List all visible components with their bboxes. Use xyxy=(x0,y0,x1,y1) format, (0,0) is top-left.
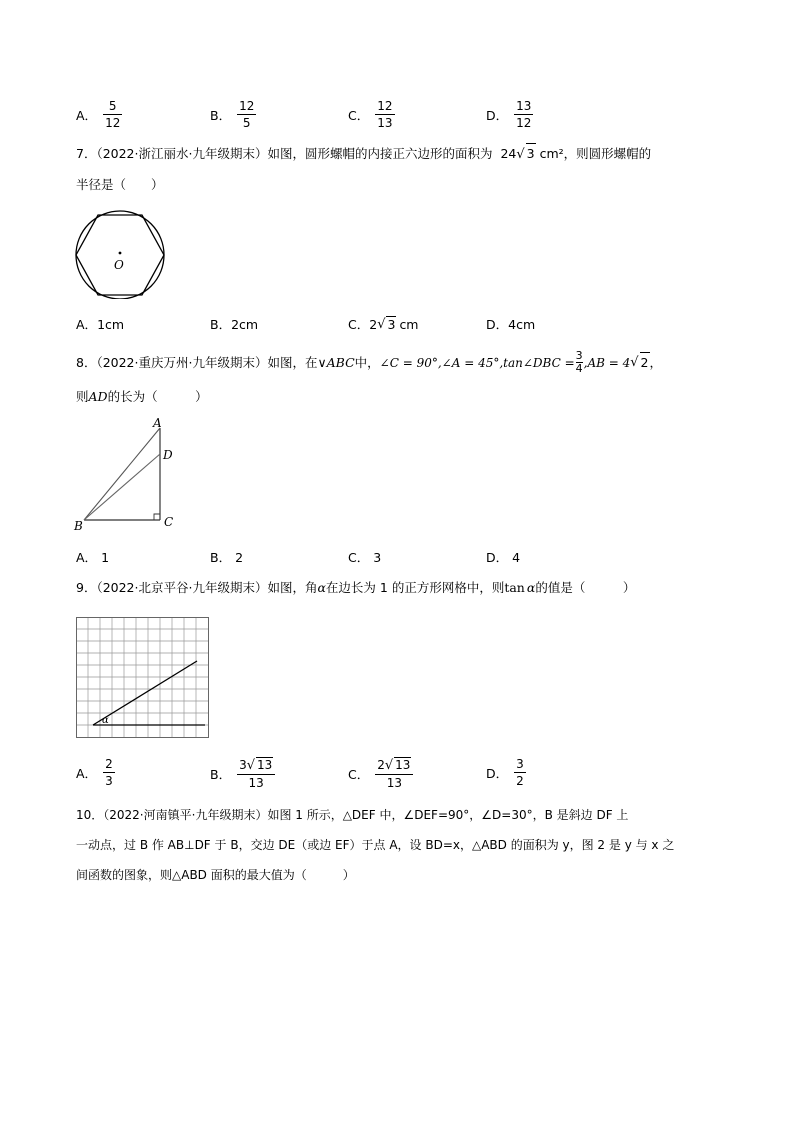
nut-center-dot xyxy=(119,252,122,255)
q6-option-d: D． $\frac{13}{12}$ xyxy=(486,99,532,130)
q9-figure-grid xyxy=(76,617,212,741)
nut-circle xyxy=(76,211,164,299)
q8-tan-fraction: $\frac{3}{4}$ xyxy=(575,349,583,375)
q9-option-c-fraction: $\frac{2√ 13}{13}$ xyxy=(375,757,413,790)
label-a: A xyxy=(153,416,162,430)
q10-stem-line1: 10．（2022·河南镇平·九年级期末）如图 1 所示，△DEF 中，∠DEF=90°，∠D=30°，B 是斜边 DF 上 xyxy=(76,808,629,822)
q9-stem: 9．（2022·北京平谷·九年级期末）如图，角α在边长为 1 的正方形网格中，则tan α的值是（ ） xyxy=(76,580,636,595)
q9-option-c: C． $\frac{2√ 13}{13}$ xyxy=(348,757,413,790)
q8-option-c: C． 3 xyxy=(348,549,382,565)
q6-option-c-fraction: $\frac{12}{13}$ xyxy=(377,99,393,130)
label-c: C xyxy=(164,515,174,529)
alpha-label: α xyxy=(102,715,109,726)
q8-option-d: D． 4 xyxy=(486,549,521,565)
label-b: B xyxy=(74,519,83,533)
q8-option-a: A． 1 xyxy=(76,549,110,565)
q6-option-b: B． $\frac{12}{5}$ xyxy=(210,99,255,130)
q6-option-a-fraction: $\frac{5}{12}$ xyxy=(105,99,121,130)
q6-option-c: C． $\frac{12}{13}$ xyxy=(348,99,393,130)
q6-option-d-fraction: $\frac{13}{12}$ xyxy=(516,99,532,130)
q8-option-b: B． 2 xyxy=(210,549,244,565)
q8-figure-triangle xyxy=(72,414,192,534)
q10-stem-line2: 一动点，过 B 作 AB⊥DF 于 B，交边 DE（或边 EF）于点 A，设 BD=x，△ABD 的面积为 y，图 2 是 y 与 x 之 xyxy=(76,838,675,852)
nut-hexagon xyxy=(76,215,164,295)
q9-option-b-fraction: $\frac{3√ 13}{13}$ xyxy=(237,757,275,790)
q7-option-d: D． 4cm xyxy=(486,316,536,332)
q9-option-d: D． $\frac{3}{2}$ xyxy=(486,757,524,788)
q9-option-a: A． $\frac{2}{3}$ xyxy=(76,757,113,788)
segment-bd xyxy=(84,454,160,520)
q6-option-b-fraction: $\frac{12}{5}$ xyxy=(239,99,255,130)
q8-stem-line1: 8．（2022·重庆万州·九年级期末）如图，在 ∨ABC 中， ∠C = 90°,∠A = 45°,tan∠DBC = $\frac{3}{4}$ ,AB = 4 √ 2 ， xyxy=(76,349,663,375)
q7-option-b: B． 2cm xyxy=(210,316,259,332)
q7-option-a: A． 1cm xyxy=(76,316,125,332)
right-angle-mark xyxy=(154,514,160,520)
q9-option-d-fraction: $\frac{3}{2}$ xyxy=(516,757,524,788)
q7-stem-line2: 半径是（ ） xyxy=(76,177,164,192)
q9-option-a-fraction: $\frac{2}{3}$ xyxy=(105,757,113,788)
q8-stem-line2: 则AD的长为（ ） xyxy=(76,389,208,404)
q6-option-a: A． $\frac{5}{12}$ xyxy=(76,99,121,130)
side-ab xyxy=(84,428,160,520)
q7-figure-nut xyxy=(74,209,194,299)
label-d: D xyxy=(163,448,173,462)
q7-stem-line1: 7．（2022·浙江丽水·九年级期末）如图，圆形螺帽的内接正六边形的面积为 24√ 3 cm²，则圆形螺帽的 xyxy=(76,143,651,165)
q7-option-c: C． 2 √ 3 cm xyxy=(348,316,419,332)
q9-option-b: B． $\frac{3√ 13}{13}$ xyxy=(210,757,275,790)
q10-stem-line3: 间函数的图象，则△ABD 面积的最大值为（ ） xyxy=(76,868,355,882)
nut-center-label: O xyxy=(114,258,124,272)
